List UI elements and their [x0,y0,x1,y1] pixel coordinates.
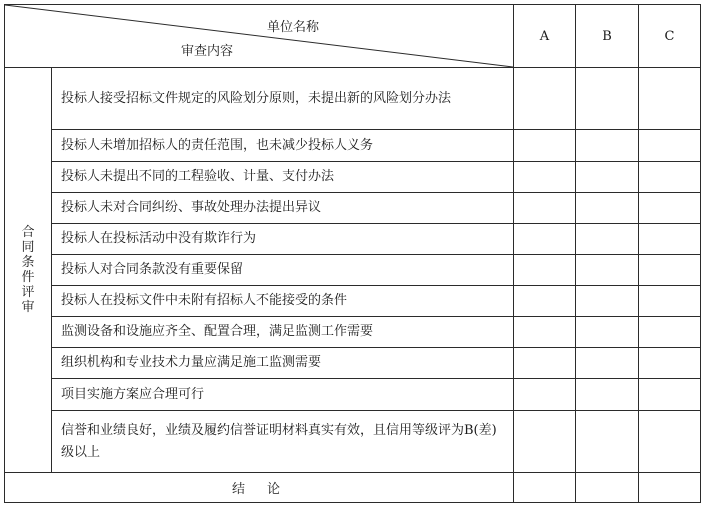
score-cell-b[interactable] [576,255,639,286]
table-row [5,379,701,411]
criterion-text: 投标人未增加招标人的责任范围，也未减少投标人义务 [52,130,514,162]
score-cell-b[interactable] [576,68,639,130]
criterion-text: 投标人在投标活动中没有欺诈行为 [52,224,514,255]
score-cell-c[interactable] [639,162,701,193]
score-cell-a[interactable] [514,348,576,379]
criterion-text: 投标人在投标文件中未附有招标人不能接受的条件 [52,286,514,317]
score-cell-a[interactable] [514,317,576,348]
criterion-text: 投标人接受招标文件规定的风险划分原则，未提出新的风险划分办法 [52,68,514,130]
conclusion-cell-a[interactable] [514,473,576,503]
score-cell-b[interactable] [576,317,639,348]
score-cell-b[interactable] [576,162,639,193]
criterion-text: 监测设备和设施应齐全、配置合理，满足监测工作需要 [52,317,514,348]
diagonal-line [5,5,513,67]
criterion-text: 投标人未对合同纠纷、事故处理办法提出异议 [52,193,514,224]
review-content-label: 审查内容 [181,44,234,59]
score-cell-c[interactable] [639,411,701,473]
unit-name-label: 单位名称 [267,20,320,35]
score-cell-c[interactable] [639,379,701,411]
criterion-text: 组织机构和专业技术力量应满足施工监测需要 [52,348,514,379]
table-row [5,130,701,162]
conclusion-cell-c[interactable] [639,473,701,503]
score-cell-b[interactable] [576,411,639,473]
score-cell-a[interactable] [514,68,576,130]
table-row [5,317,701,348]
header-row [5,5,701,68]
table-row [5,68,701,130]
score-cell-a[interactable] [514,130,576,162]
column-header-a: A [514,5,576,68]
table-row [5,286,701,317]
score-cell-b[interactable] [576,224,639,255]
diagonal-header-cell [5,5,514,68]
review-table [4,4,701,503]
score-cell-b[interactable] [576,193,639,224]
review-form [4,4,700,509]
conclusion-cell-b[interactable] [576,473,639,503]
column-header-b: B [576,5,639,68]
score-cell-a[interactable] [514,193,576,224]
conclusion-row [5,473,701,503]
criterion-text: 投标人对合同条款没有重要保留 [52,255,514,286]
table-row [5,348,701,379]
category-label: 合同条件评审 [21,225,35,315]
score-cell-b[interactable] [576,379,639,411]
score-cell-a[interactable] [514,224,576,255]
score-cell-b[interactable] [576,348,639,379]
score-cell-b[interactable] [576,130,639,162]
criterion-text: 信誉和业绩良好，业绩及履约信誉证明材料真实有效，且信用等级评为B(差)级以上 [52,411,514,473]
score-cell-b[interactable] [576,286,639,317]
score-cell-c[interactable] [639,286,701,317]
score-cell-a[interactable] [514,411,576,473]
table-row [5,193,701,224]
criterion-text: 投标人未提出不同的工程验收、计量、支付办法 [52,162,514,193]
table-row [5,224,701,255]
column-header-c: C [639,5,701,68]
score-cell-c[interactable] [639,130,701,162]
score-cell-a[interactable] [514,286,576,317]
conclusion-label: 结论 [5,473,514,503]
score-cell-c[interactable] [639,317,701,348]
score-cell-a[interactable] [514,162,576,193]
criterion-text: 项目实施方案应合理可行 [52,379,514,411]
score-cell-c[interactable] [639,68,701,130]
score-cell-a[interactable] [514,379,576,411]
category-cell [5,68,52,473]
score-cell-c[interactable] [639,348,701,379]
score-cell-c[interactable] [639,224,701,255]
score-cell-c[interactable] [639,255,701,286]
score-cell-c[interactable] [639,193,701,224]
table-row [5,255,701,286]
table-row [5,162,701,193]
score-cell-a[interactable] [514,255,576,286]
table-row [5,411,701,473]
